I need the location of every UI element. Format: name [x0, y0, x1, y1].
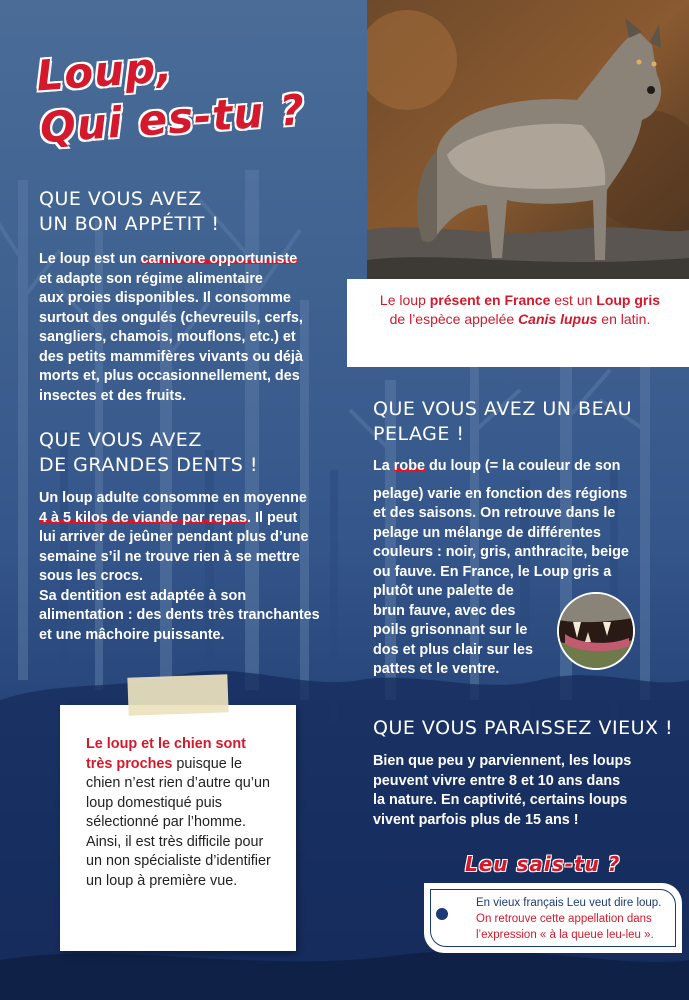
caption-bold-loup-gris: Loup gris [596, 292, 661, 308]
text-line: plutôt une palette de [373, 583, 514, 599]
text-line: poils grisonnant sur le [373, 622, 528, 638]
leu-line-3: l’expression « à la queue leu-leu ». [476, 929, 654, 941]
leu-sais-tu-box [424, 883, 682, 953]
wolf-teeth-photo [557, 592, 635, 670]
highlight-carnivore: carnivore opportuniste [140, 251, 298, 267]
heading-dents [39, 428, 258, 478]
text-line: Un loup adulte consomme en moyenne [39, 490, 307, 506]
text-line: vivent parfois plus de 15 ans ! [373, 811, 579, 828]
heading-line: DE GRANDES DENTS ! [39, 454, 258, 476]
heading-line: QUE VOUS PARAISSEZ VIEUX ! [373, 717, 674, 739]
text-line: et une mâchoire puissante. [39, 626, 225, 643]
heading-appetit [39, 187, 219, 237]
caption-bold-france: présent en France [429, 292, 551, 308]
leu-box-frame [430, 889, 676, 947]
paragraph-appetit [39, 250, 339, 406]
heading-line: QUE VOUS AVEZ UN BEAU [373, 398, 632, 420]
text: La [373, 458, 394, 474]
text-line: couleurs : noir, gris, anthracite, beige [373, 544, 629, 560]
leu-sais-tu-title: Leu sais-tu ? [465, 852, 621, 876]
heading-line: PELAGE ! [373, 423, 465, 445]
text-line: et adapte son régime alimentaire [39, 270, 263, 287]
highlight-kilos: 4 à 5 kilos de viande par repas [39, 509, 247, 526]
text-line: sangliers, chamois, mouflons, etc.) et [39, 329, 296, 345]
caption-text: Le loup [379, 292, 430, 308]
text: Le loup est un [39, 251, 141, 267]
text-line: Sa dentition est adaptée à son [39, 587, 247, 604]
photo-caption [347, 279, 689, 367]
tape-strip [127, 674, 228, 715]
text-line: la nature. En captivité, certains loups [373, 792, 628, 808]
page-title [35, 30, 342, 155]
text-line: surtout des ongulés (chevreuils, cerfs, [39, 309, 303, 326]
text-line: Bien que peu y parviennent, les loups [373, 753, 632, 769]
caption-text: en latin. [597, 311, 651, 327]
text: du loup (= la couleur de son [424, 458, 621, 474]
title-line-2: Qui es-tu ? [38, 84, 307, 153]
note-highlight: Le loup et le chien sont très proches [86, 736, 246, 772]
text: . Il peut [246, 509, 298, 526]
paragraph-dents [39, 489, 349, 645]
text-line: dos et plus clair sur les [373, 641, 533, 658]
text-line: pattes et le ventre. [373, 661, 500, 677]
text-line: insectes et des fruits. [39, 387, 187, 404]
text-line: pelage un mélange de différentes [373, 524, 601, 541]
text-line: alimentation : des dents très tranchantes [39, 607, 320, 623]
note-text: puisque le chien n’est rien d’autre qu’un loup domestiqué puis sélectionné par l’homme. Ainsi, il est très difficile pour un non spécialiste d’identifier un loup à première vue. [86, 755, 271, 889]
leu-line-1: En vieux français Leu veut dire loup. [476, 897, 662, 909]
heading-line: UN BON APPÉTIT ! [39, 213, 220, 235]
paragraph-vieux [373, 752, 673, 830]
text-line: morts et, plus occasionnellement, des [39, 368, 300, 384]
text-line: des petits mammifères vivants ou déjà [39, 348, 303, 365]
caption-latin-name: Canis lupus [518, 311, 598, 327]
heading-pelage [373, 397, 632, 447]
text-line: aux proies disponibles. Il consomme [39, 290, 291, 306]
text-line: peuvent vivre entre 8 et 10 ans dans [373, 772, 621, 789]
text-line: pelage) varie en fonction des régions [373, 485, 628, 502]
text-line: lui arriver de jeûner pendant plus d’une [39, 529, 309, 545]
caption-text: de l’espèce appelée [389, 311, 519, 327]
heading-line: QUE VOUS AVEZ [39, 429, 202, 451]
text-line: brun fauve, avec des [373, 602, 516, 619]
text-line: sous les crocs. [39, 568, 143, 584]
leu-line-2: On retrouve cette appellation dans [476, 913, 652, 925]
text-line: et des saisons. On retrouve dans le [373, 505, 616, 521]
title-line-1: Loup, [34, 42, 175, 101]
caption-text: est un [550, 292, 597, 308]
text-line: ou fauve. En France, le Loup gris a [373, 563, 612, 580]
heading-line: QUE VOUS AVEZ [39, 188, 202, 210]
text-line: semaine s’il ne trouve rien à se mettre [39, 548, 300, 565]
bullet-ring-icon [436, 908, 448, 920]
heading-vieux [373, 716, 673, 741]
wolf-photo [367, 0, 689, 292]
taped-note [60, 705, 296, 951]
highlight-robe: robe [393, 458, 425, 474]
